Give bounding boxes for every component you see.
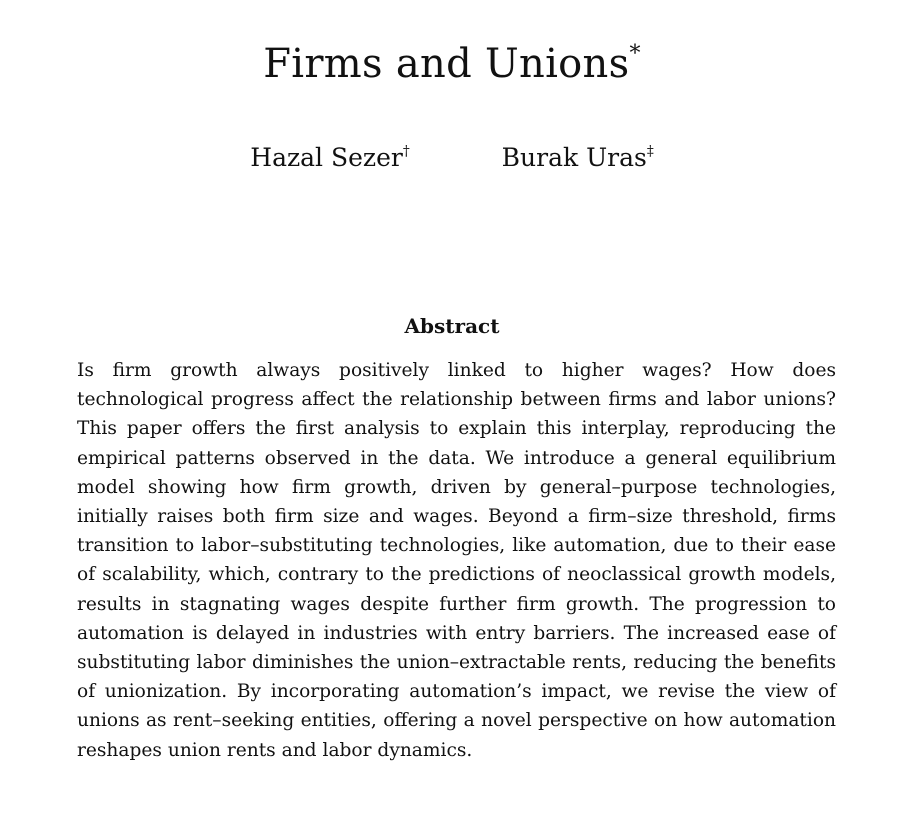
- author-1-name: Hazal Sezer: [250, 143, 403, 172]
- author-list: [0, 138, 904, 178]
- paper-title: [0, 34, 904, 94]
- author-2: [502, 138, 654, 178]
- author-1-footnote-mark[interactable]: †: [402, 143, 410, 160]
- title-footnote-mark[interactable]: *: [629, 41, 641, 67]
- author-1: [250, 138, 409, 178]
- abstract-body: Is firm growth always positively linked to higher wages? How does technological progress affect the relationship between firms and labor unions? This paper offers the first analysis to explain this interplay, reproducing the empirical patterns observed in the data. We introduce a general equilibrium model showing how firm growth, driven by general–purpose technologies, initially raises both firm size and wages. Beyond a firm–size threshold, firms transition to labor–substituting technologies, like automation, due to their ease of scalability, which, contrary to the predictions of neoclassical growth models, results in stagnating wages despite further firm growth. The progression to automation is delayed in industries with entry barriers. The increased ease of substituting labor diminishes the union–extractable rents, reducing the benefits of unionization. By incorporating automation’s impact, we revise the view of unions as rent–seeking entities, offering a novel perspective on how automation reshapes union rents and labor dynamics.: [77, 360, 836, 761]
- author-2-footnote-mark[interactable]: ‡: [646, 143, 654, 160]
- author-2-name: Burak Uras: [501, 143, 647, 172]
- abstract-heading: Abstract: [404, 314, 500, 338]
- paper-title-text: Firms and Unions: [263, 41, 630, 87]
